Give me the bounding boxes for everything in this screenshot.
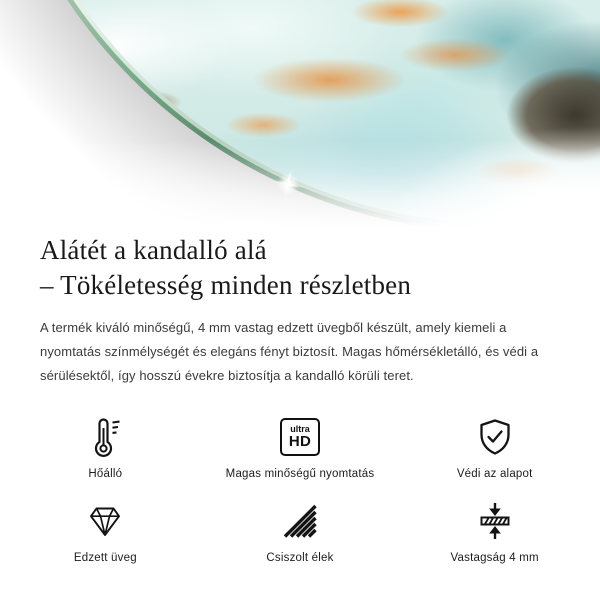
feature-high-quality-print [203, 415, 398, 480]
feature-label: Magas minőségű nyomtatás [225, 468, 375, 480]
thermometer-icon [84, 415, 126, 459]
ultra-hd-icon-text-top: ultra [290, 424, 310, 434]
feature-protects-base [397, 415, 592, 480]
ultra-hd-icon [280, 418, 320, 456]
feature-label: Vastagság 4 mm [450, 552, 539, 564]
feature-label: Csiszolt élek [266, 552, 334, 564]
feature-polished-edges [203, 499, 398, 564]
feature-label: Edzett üveg [73, 552, 137, 564]
feature-icon-box [475, 499, 515, 543]
features-grid [8, 415, 592, 564]
feature-icon-box [84, 415, 126, 459]
feature-icon-box [85, 499, 125, 543]
product-hero-image [0, 0, 600, 230]
feature-tempered-glass [8, 499, 203, 564]
feature-thickness [397, 499, 592, 564]
ultra-hd-icon-text-bottom: HD [288, 433, 312, 450]
product-info-section [0, 233, 600, 564]
feature-heat-resistant [8, 415, 203, 480]
feature-label: Védi az alapot [456, 468, 533, 480]
product-description: A termék kiváló minőségű, 4 mm vastag edzett üvegből készült, amely kiemeli a nyomtatás színmélységét és elegáns fényt biztosít. Magas hőmérsékletálló, és védi a sérülésektől, így hosszú évekre biztosítja a kandalló körüli teret. [40, 320, 539, 383]
feature-icon-box [475, 415, 515, 459]
polished-edge-icon [280, 501, 320, 541]
page-title [40, 233, 560, 303]
feature-icon-box [280, 415, 320, 459]
diamond-icon [85, 501, 125, 541]
image-bottom-fade [0, 0, 600, 230]
thickness-icon [475, 501, 515, 541]
page-title-line1: Alátét a kandalló alá [40, 235, 267, 265]
feature-label: Hőálló [88, 468, 123, 480]
shield-check-icon [475, 417, 515, 457]
page-title-line2: – Tökéletesség minden részletben [40, 270, 412, 300]
feature-icon-box [280, 499, 320, 543]
